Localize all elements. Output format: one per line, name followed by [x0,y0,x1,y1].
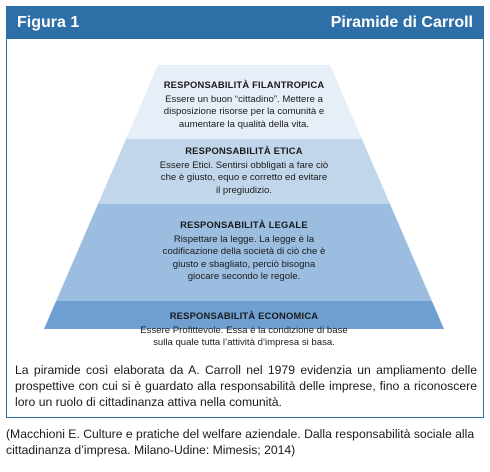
figure-caption: La piramide così elaborata da A. Carroll nel 1979 evidenzia un ampliamento delle prospettive con cui si è guardato alla responsabilità delle imprese, fino a riconoscere loro un ruolo di cittadinanza attiva nella comunità. [15,363,477,409]
level-title: RESPONSABILITÀ LEGALE [180,219,308,230]
level-description-line: codificazione della società di ciò che è [162,246,326,257]
level-text-filantropica [163,79,325,131]
level-description-line: aumentare la qualità della vita. [178,118,310,130]
level-description-line: Essere un buon “cittadino”. Mettere a [165,93,323,105]
level-description-line: Essere Profittevole. Essa è la condizione di base [140,324,348,336]
level-text-economica [61,310,427,350]
figure-header [7,7,483,39]
level-description-line: Rispettare la legge. La legge è la [173,233,315,245]
figure-label: Figura 1 [17,14,80,31]
level-description-line: Essere Etici. Sentirsi obbligati a fare ciò [159,159,329,171]
level-title: RESPONSABILITÀ ECONOMICA [169,310,319,321]
level-description-line: che è giusto, equo e corretto ed evitare [160,172,328,183]
level-description-line: disposizione risorse per la comunità e [163,106,325,117]
level-description-line: sulla quale tutta l’attività d’impresa si basa. [153,337,335,348]
level-title: RESPONSABILITÀ FILANTROPICA [163,79,325,90]
level-description-line: il pregiudizio. [215,184,272,196]
level-text-legale [103,219,385,284]
level-title: RESPONSABILITÀ ETICA [185,145,303,156]
level-text-etica [131,145,357,197]
source-citation: (Macchioni E. Culture e pratiche del welfare aziendale. Dalla responsabilità sociale alla cittadinanza d’impresa. Milano-Udine: Mimesis; 2014) [6,427,475,457]
figure-box [6,6,484,418]
figure-title: Piramide di Carroll [330,14,473,31]
level-description-line: giusto e sbagliato, perciò bisogna [172,258,316,270]
level-description-line: giocare secondo le regole. [187,271,301,282]
carroll-pyramid [7,39,483,359]
